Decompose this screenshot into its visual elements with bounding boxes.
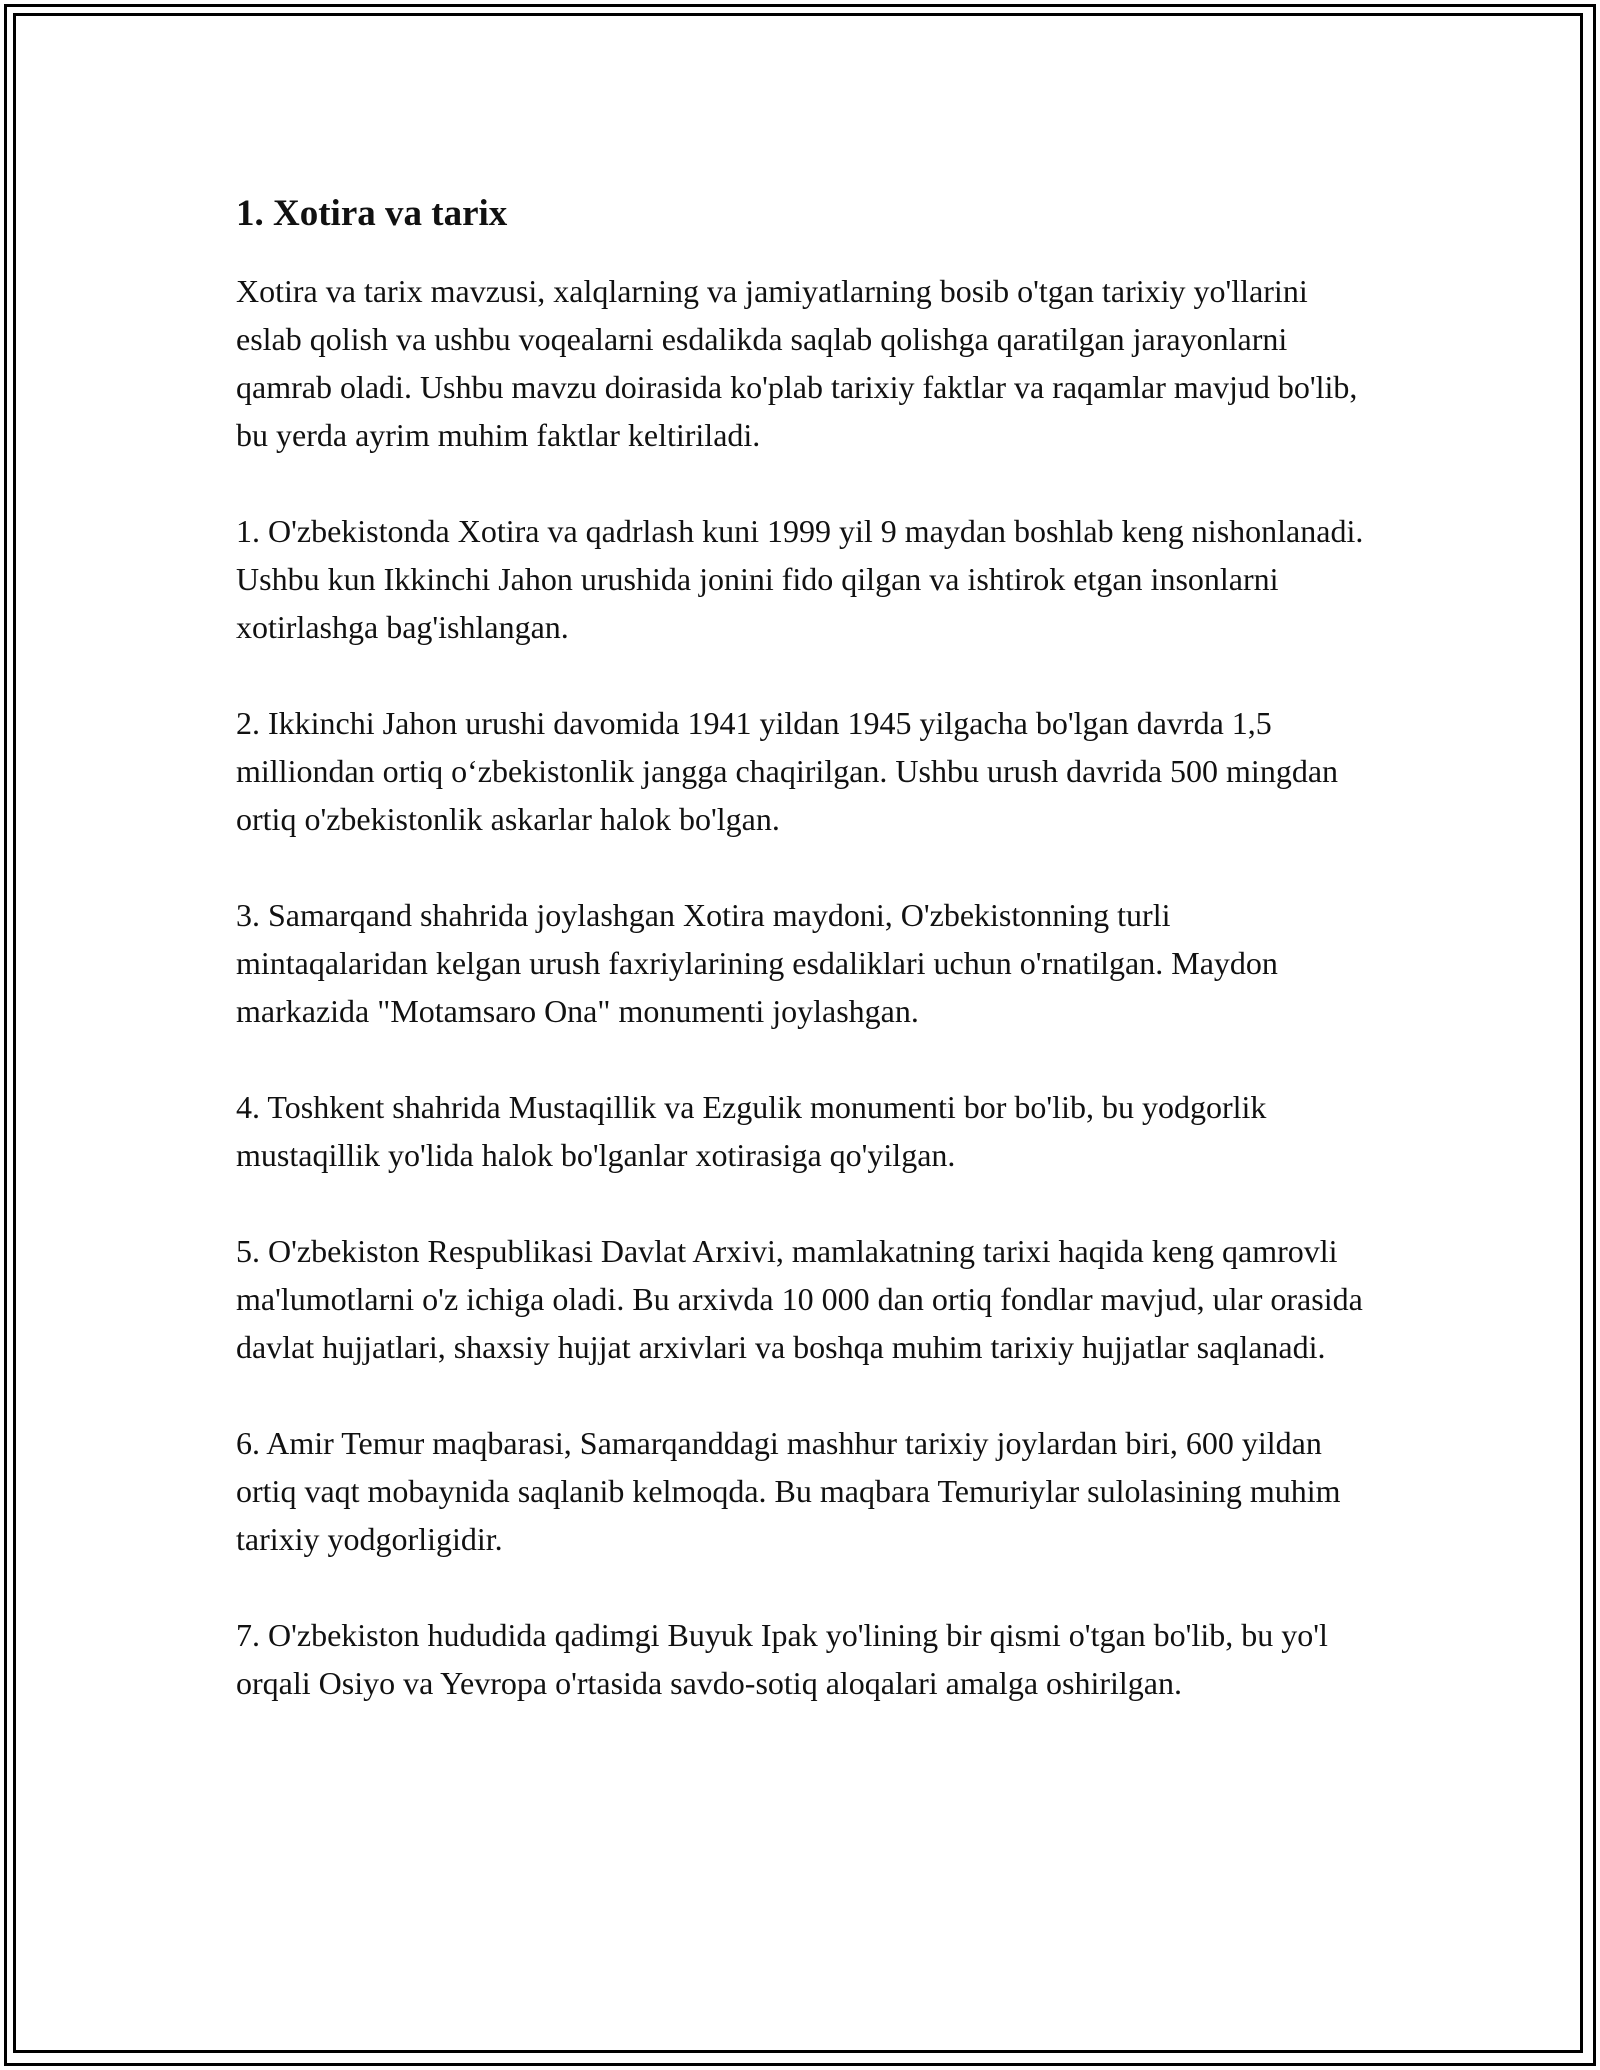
fact-item-7: 7. O'zbekiston hududida qadimgi Buyuk Ipak yo'lining bir qismi o'tgan bo'lib, bu yo'l orqali Osiyo va Yevropa o'rtasida savdo-sotiq aloqalari amalga oshirilgan. <box>236 1617 1328 1701</box>
section-heading: 1. Xotira va tarix <box>236 193 508 234</box>
fact-item-5: 5. O'zbekiston Respublikasi Davlat Arxivi, mamlakatning tarixi haqida keng qamrovli ma'lumotlarni o'z ichiga oladi. Bu arxivda 10 000 dan ortiq fondlar mavjud, ular orasida davlat hujjatlari, shaxsiy hujjat arxivlari va boshqa muhim tarixiy hujjatlar saqlanadi. <box>236 1233 1363 1365</box>
fact-item-1: 1. O'zbekistonda Xotira va qadrlash kuni 1999 yil 9 maydan boshlab keng nishonlanadi. Ushbu kun Ikkinchi Jahon urushida jonini fido qilgan va ishtirok etgan insonlarni xotirlashga bag'ishlangan. <box>236 513 1364 645</box>
document-body <box>236 183 1366 1755</box>
fact-item-4: 4. Toshkent shahrida Mustaqillik va Ezgulik monumenti bor bo'lib, bu yodgorlik mustaqillik yo'lida halok bo'lganlar xotirasiga qo'yilgan. <box>236 1089 1267 1173</box>
fact-item-3: 3. Samarqand shahrida joylashgan Xotira maydoni, O'zbekistonning turli mintaqalaridan kelgan urush faxriylarining esdaliklari uchun o'rnatilgan. Maydon markazida "Motamsaro Ona" monumenti joylashgan. <box>236 897 1278 1029</box>
intro-paragraph: Xotira va tarix mavzusi, xalqlarning va jamiyatlarning bosib o'tgan tarixiy yo'llarini eslab qolish va ushbu voqealarni esdalikda saqlab qolishga qaratilgan jarayonlarni qamrab oladi. Ushbu mavzu doirasida ko'plab tarixiy faktlar va raqamlar mavjud bo'lib, bu yerda ayrim muhim faktlar keltiriladi. <box>236 273 1358 453</box>
fact-item-2: 2. Ikkinchi Jahon urushi davomida 1941 yildan 1945 yilgacha bo'lgan davrda 1,5 milliondan ortiq o‘zbekistonlik jangga chaqirilgan. Ushbu urush davrida 500 mingdan ortiq o'zbekistonlik askarlar halok bo'lgan. <box>236 705 1339 837</box>
fact-item-6: 6. Amir Temur maqbarasi, Samarqanddagi mashhur tarixiy joylardan biri, 600 yildan ortiq vaqt mobaynida saqlanib kelmoqda. Bu maqbara Temuriylar sulolasining muhim tarixiy yodgorligidir. <box>236 1425 1341 1557</box>
